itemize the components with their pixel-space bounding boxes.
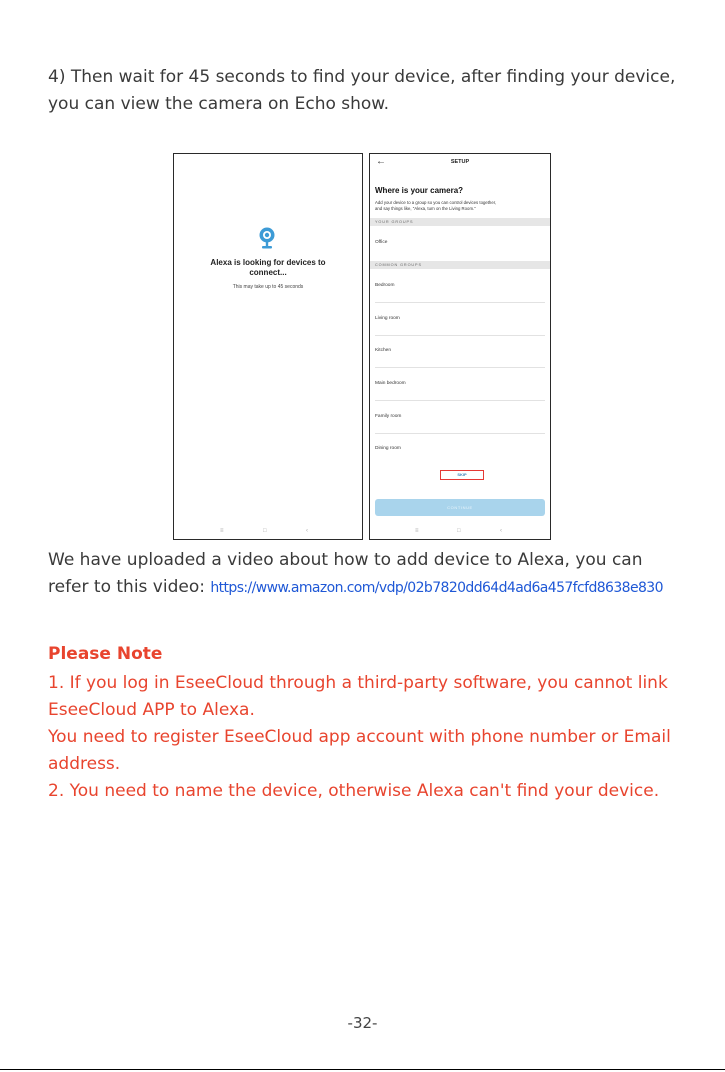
phone-screenshot-searching [173, 153, 363, 540]
page-number: -32- [347, 1014, 378, 1032]
group-item-main-bedroom[interactable]: Main bedroom [375, 381, 406, 386]
step-line-1: 4) Then wait for 45 seconds to find your device, after finding your device, [48, 67, 676, 87]
group-item-bedroom[interactable]: Bedroom [375, 283, 395, 288]
android-nav-bar [174, 528, 362, 534]
note-line: You need to register EseeCloud app account with phone number or Email [48, 727, 671, 747]
where-is-camera-title: Where is your camera? [375, 186, 464, 195]
divider [375, 400, 545, 401]
group-item-kitchen[interactable]: Kitchen [375, 348, 391, 353]
menu-nav-icon: ≡ [220, 528, 224, 534]
step-line-2: you can view the camera on Echo show. [48, 94, 390, 114]
home-nav-icon: □ [263, 528, 267, 534]
video-link[interactable]: https://www.amazon.com/vdp/02b7820dd64d4ad6a457fcfd8638e830 [210, 580, 663, 596]
divider [375, 433, 545, 434]
note-heading: Please Note [48, 644, 163, 664]
note-body [48, 670, 713, 805]
note-line: EseeCloud APP to Alexa. [48, 700, 255, 720]
group-item-living-room[interactable]: Living room [375, 316, 400, 321]
divider [375, 335, 545, 336]
your-groups-header: YOUR GROUPS [370, 218, 550, 226]
phone-screenshot-setup [369, 153, 551, 540]
group-item-dining-room[interactable]: Dining room [375, 446, 401, 451]
video-line-2: refer to this video: https://www.amazon.com/vdp/02b7820dd64d4ad6a457fcfd8638e830 [48, 577, 663, 597]
home-nav-icon: □ [457, 528, 461, 534]
note-line: 1. If you log in EseeCloud through a third-party software, you cannot link [48, 673, 668, 693]
group-description: Add your device to a group so you can control devices together, and say things like, "Alexa, turn on the Living Room." [375, 200, 497, 211]
back-nav-icon: ‹ [500, 528, 502, 534]
back-nav-icon: ‹ [306, 528, 308, 534]
continue-button[interactable]: CONTINUE [375, 499, 545, 516]
android-nav-bar [370, 528, 550, 534]
video-line-1: We have uploaded a video about how to add device to Alexa, you can [48, 550, 643, 570]
video-reference [48, 547, 708, 602]
skip-button[interactable]: SKIP [440, 470, 484, 480]
searching-subtitle: This may take up to 45 seconds [232, 284, 304, 290]
camera-icon [258, 226, 276, 250]
group-item-office[interactable]: Office [375, 240, 388, 245]
divider [375, 367, 545, 368]
note-line: address. [48, 754, 121, 774]
common-groups-header: COMMON GROUPS [370, 261, 550, 269]
back-arrow-icon[interactable]: ← [376, 156, 386, 167]
setup-header: SETUP [450, 159, 470, 165]
step-instruction [48, 64, 708, 118]
divider [375, 302, 545, 303]
group-item-family-room[interactable]: Family room [375, 414, 402, 419]
page-bottom-rule [0, 1069, 725, 1070]
menu-nav-icon: ≡ [415, 528, 419, 534]
searching-title: Alexa is looking for devices to connect... [210, 258, 326, 277]
note-line: 2. You need to name the device, otherwise Alexa can't find your device. [48, 781, 660, 801]
